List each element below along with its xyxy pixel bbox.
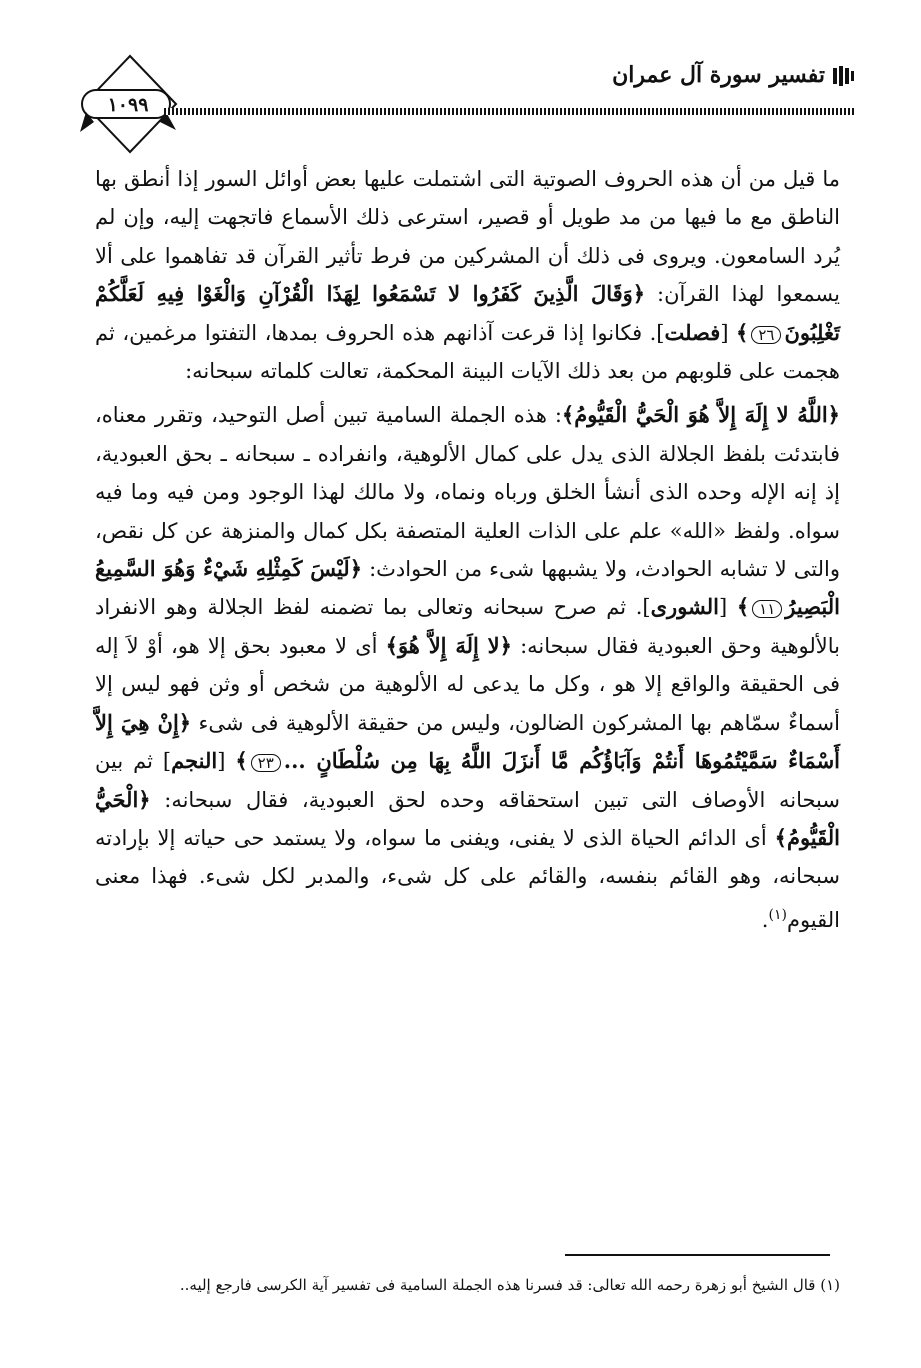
text-run: ] ثم بين سبحانه الأوصاف التى تبين استحقاقه وحده لحق العبودية، فقال سبحانه: <box>95 749 840 812</box>
quran-quote: ﴾ <box>235 748 248 774</box>
ayah-number: ٢٦ <box>751 326 781 344</box>
quran-quote: ﴿وَقَالَ الَّذِينَ كَفَرُوا لا تَسْمَعُوا لِهَذَا الْقُرْآنِ وَالْغَوْا فِيهِ لَعَلَّكُمْ تَغْلِبُونَ <box>95 281 840 345</box>
ornament-icon <box>831 66 855 86</box>
quran-quote: ﴿إِنْ هِيَ إِلاَّ أَسْمَاءٌ سَمَّيْتُمُوهَا أَنتُمْ وَآبَاؤُكُم مَّا أَنزَلَ اللَّهُ بِهَا مِن سُلْطَانٍ ... <box>95 709 841 774</box>
paragraph <box>95 396 840 939</box>
text-run: ما قيل من أن هذه الحروف الصوتية التى اشتملت عليها بعض أوائل السور إذا أنطق بها الناطق مع ما فيها من مد طويل أو قصير، استرعى ذلك الأسماع فاتجهت إليه، وإن لم يُرد السامعون. ويروى فى ذلك أن المشركين من فرط تأثير القرآن قد تفاهموا على ألا يسمعوا لهذا القرآن: <box>95 167 840 307</box>
page-header <box>80 52 855 162</box>
running-title: تفسير سورة آل عمران <box>612 62 825 88</box>
text-run: أى الدائم الحياة الذى لا يفنى، ويفنى ما سواه، ولا يستمد حى حياته إلا بإرادته سبحانه، وهو القائم بنفسه، والقائم على كل شىء، والمدبر لكل شىء. فهذا معنى القيوم <box>95 825 840 932</box>
text-run: أى لا معبود بحق إلا هو، أوْ لاَ إله فى الحقيقة والواقع إلا هو ، وكل ما يدعى له الألوهية من شخص أو وثن فهو ليس إلا أسماءٌ سمّاهم بها المشركون الضالون، وليس من حقيقة الألوهية فى شىء <box>95 633 840 735</box>
quran-quote: النجم <box>171 748 218 774</box>
ayah-number: ١١ <box>752 600 782 618</box>
header-rule <box>164 108 855 115</box>
footnote-ref: (١) <box>768 906 787 923</box>
text-run: . <box>761 907 769 932</box>
quran-quote: ﴿اللَّهُ لا إِلَهَ إِلاَّ هُوَ الْحَيُّ الْقَيُّومُ﴾ <box>561 402 840 428</box>
quran-quote: الشورى <box>650 594 720 620</box>
footnote-separator <box>565 1254 830 1256</box>
text-run: ]. فكانوا إذا قرعت آذانهم هذه الحروف بمدها، التفتوا مرغمين، ثم هجمت على قلوبهم من بعد ذلك الآيات البينة المحكمة، تعالت كلماته سبحانه: <box>95 320 840 384</box>
text-run: [ <box>719 595 737 620</box>
text-run: [ <box>720 320 737 345</box>
quran-quote: ﴾ <box>736 319 749 345</box>
text-run: [ <box>217 749 236 774</box>
text-run: ]. ثم صرح سبحانه وتعالى بما تضمنه لفظ الجلالة وهو الانفراد بالألوهية وحق العبودية فقال سبحانه: <box>95 595 840 658</box>
paragraph <box>95 160 840 390</box>
page-number: ١٠٩٩ <box>107 94 149 116</box>
ayah-number: ٢٣ <box>251 754 281 772</box>
quran-quote: ﴿الْحَيُّ الْقَيُّومُ﴾ <box>95 786 840 850</box>
quran-quote: ﴿لا إِلَهَ إِلاَّ هُوَ﴾ <box>385 632 512 658</box>
quran-quote: ﴿لَيْسَ كَمِثْلِهِ شَيْءٌ وَهُوَ السَّمِيعُ الْبَصِيرُ <box>95 556 840 620</box>
body-text <box>95 160 840 939</box>
quran-quote: فصلت <box>664 319 721 345</box>
text-run: : هذه الجملة السامية تبين أصل التوحيد، وتقرر معناه، فابتدئت بلفظ الجلالة الذى يدل على كمال الألوهية، وانفراده ـ سبحانه ـ بحق العبودية، إذ إنه الإله وحده الذى أنشأ الخلق ورباه ونماه، ولا مالك لهذا الوجود ومن فيه وما فيه سواه. ولفظ «الله» علم على الذات العلية المتصفة بكل كمال والمنزهة عن كل نقص، والتى لا تشابه الحوادث، ولا يشبهها شىء من الحوادث: <box>95 403 841 582</box>
footnote: (١) قال الشيخ أبو زهرة رحمه الله تعالى: قد فسرنا هذه الجملة السامية فى تفسير آية الكرسى فارجع إليه.. <box>179 1276 840 1294</box>
quran-quote: ﴾ <box>736 594 750 620</box>
